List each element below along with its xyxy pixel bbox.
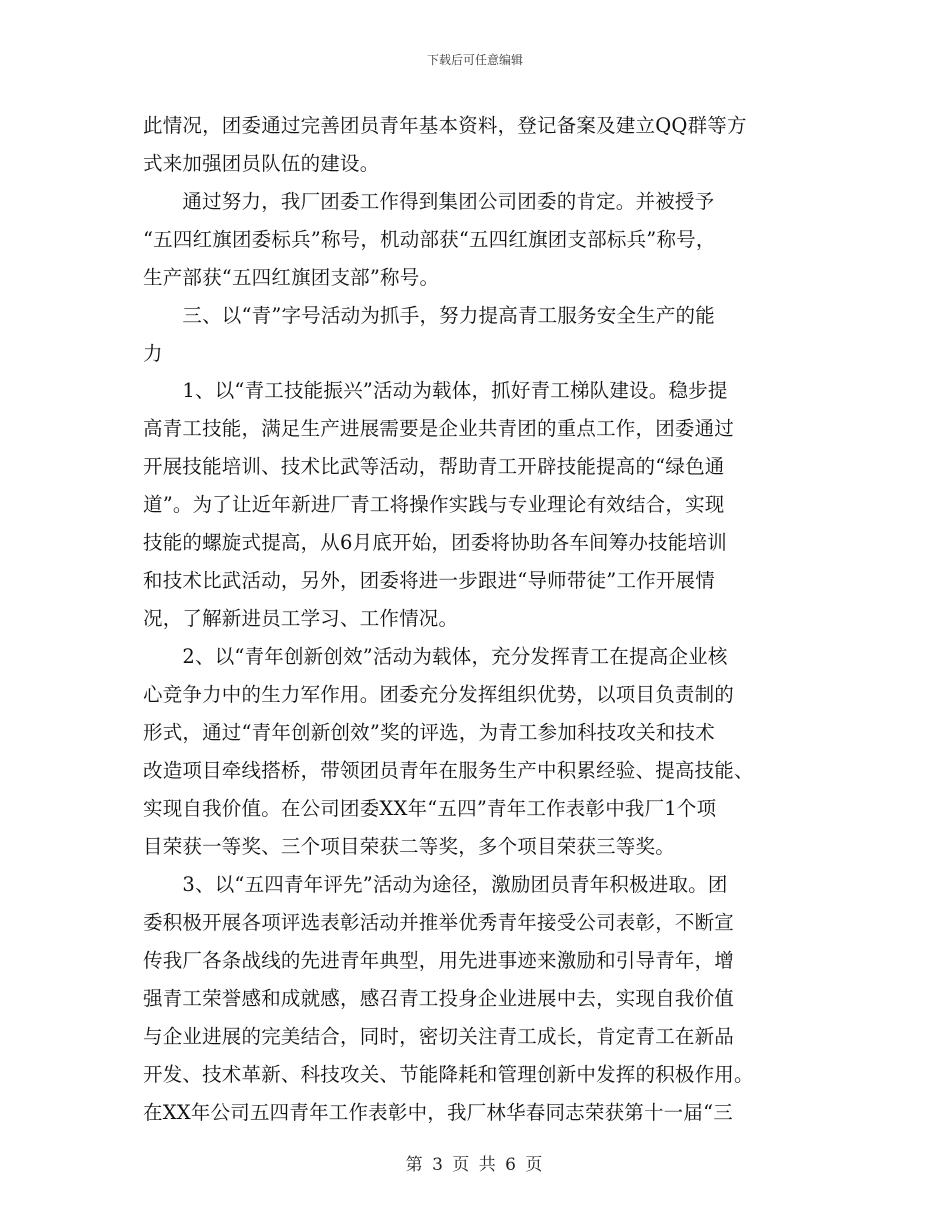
body-line: 道”。为了让近年新进厂青工将操作实践与专业理论有效结合，实现 bbox=[143, 493, 725, 516]
body-line: 强青工荣誉感和成就感，感召青工投身企业进展中去，实现自我价值 bbox=[143, 987, 735, 1010]
body-line: 3、以“五四青年评先”活动为途径，激励团员青年积极进取。团 bbox=[143, 873, 728, 896]
body-line: 目荣获一等奖、三个项目荣获二等奖，多个项目荣获三等奖。 bbox=[143, 835, 675, 858]
body-line: 通过努力，我厂团委工作得到集团公司团委的肯定。并被授予 bbox=[143, 190, 715, 213]
body-line: 此情况，团委通过完善团员青年基本资料，登记备案及建立QQ群等方 bbox=[143, 114, 747, 137]
body-line: 开发、技术革新、科技攻关、节能降耗和管理创新中发挥的积极作用。 bbox=[143, 1063, 754, 1086]
body-line: 高青工技能，满足生产进展需要是企业共青团的重点工作，团委通过 bbox=[143, 417, 735, 440]
body-line: 开展技能培训、技术比武等活动，帮助青工开辟技能提高的“绿色通 bbox=[143, 455, 725, 478]
body-line: 形式，通过“青年创新创效”奖的评选，为青工参加科技攻关和技术 bbox=[143, 721, 715, 744]
body-line: 传我厂各条战线的先进青年典型，用先进事迹来激励和引导青年，增 bbox=[143, 949, 735, 972]
body-line: 况，了解新进员工学习、工作情况。 bbox=[143, 607, 459, 630]
body-line: 改造项目牵线搭桥，带领团员青年在服务生产中积累经验、提高技能、 bbox=[143, 759, 754, 782]
page-header: 下载后可任意编辑 bbox=[426, 53, 523, 67]
page-footer: 第 3 页 共 6 页 bbox=[405, 1155, 545, 1175]
body-line: 委积极开展各项评选表彰活动并推举优秀青年接受公司表彰，不断宣 bbox=[143, 911, 735, 934]
body-line: 2、以“青年创新创效”活动为载体，充分发挥青工在提高企业核 bbox=[143, 645, 728, 668]
body-line: 在XX年公司五四青年工作表彰中，我厂林华春同志荣获第十一届“三 bbox=[143, 1101, 733, 1124]
body-line: 技能的螺旋式提高，从6月底开始，团委将协助各车间筹办技能培训 bbox=[143, 531, 727, 554]
body-line: 和技术比武活动，另外，团委将进一步跟进“导师带徒”工作开展情 bbox=[143, 569, 715, 592]
body-line: 实现自我价值。在公司团委XX年“五四”青年工作表彰中我厂1个项 bbox=[143, 797, 717, 820]
body-line: 生产部获“五四红旗团支部”称号。 bbox=[143, 266, 440, 289]
body-line: 式来加强团员队伍的建设。 bbox=[143, 152, 380, 175]
body-line: 心竞争力中的生力军作用。团委充分发挥组织优势，以项目负责制的 bbox=[143, 683, 735, 706]
body-line: 力 bbox=[143, 342, 163, 365]
body-line: 1、以“青工技能振兴”活动为载体，抓好青工梯队建设。稳步提 bbox=[143, 379, 728, 402]
body-line: 三、以“青”字号活动为抓手，努力提高青工服务安全生产的能 bbox=[143, 304, 715, 327]
body-line: “五四红旗团委标兵”称号，机动部获“五四红旗团支部标兵”称号， bbox=[143, 228, 716, 251]
body-line: 与企业进展的完美结合，同时，密切关注青工成长，肯定青工在新品 bbox=[143, 1025, 735, 1048]
